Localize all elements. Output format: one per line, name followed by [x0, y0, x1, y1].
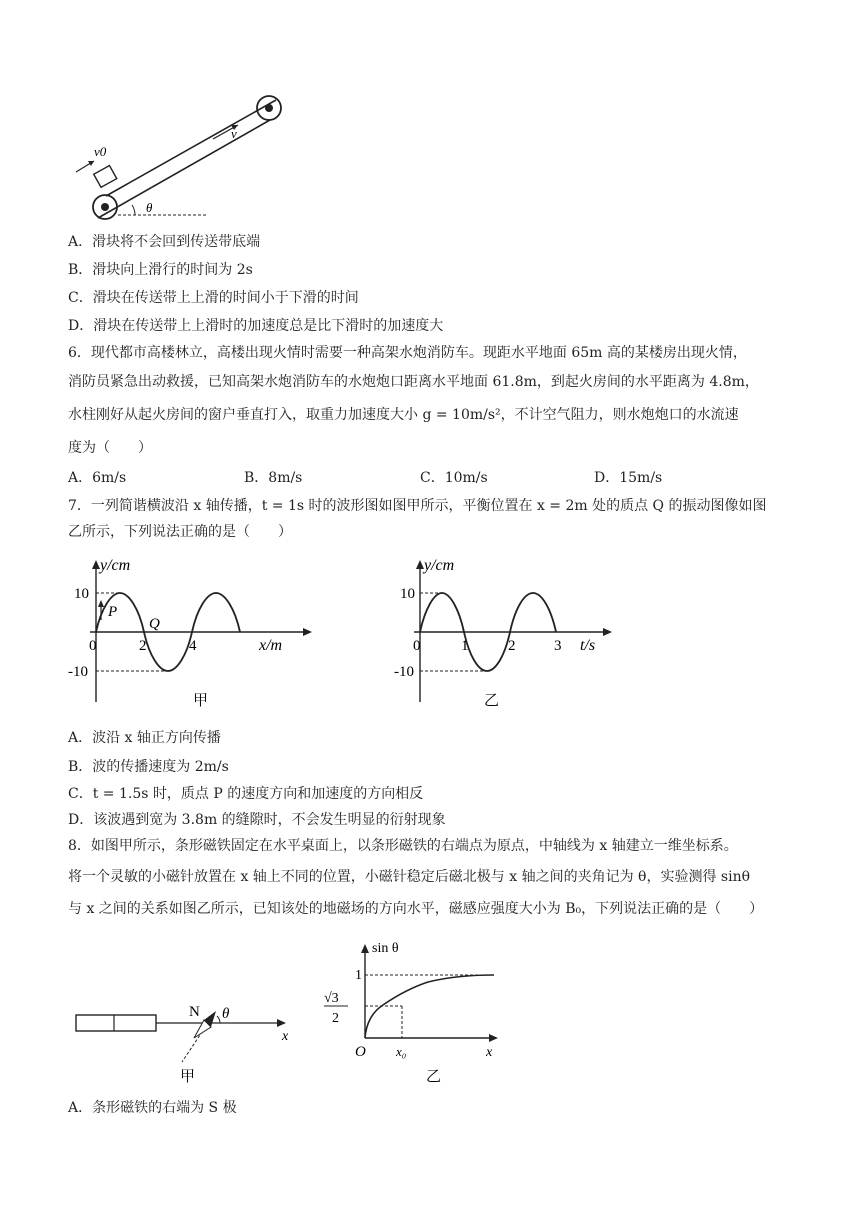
yi-origin-o: O: [355, 1044, 366, 1060]
q5-option-d: D．滑块在传送带上上滑时的加速度总是比下滑时的加速度大: [68, 318, 444, 334]
q6-option-b: B．8m/s: [244, 470, 303, 486]
sin-theta-graph-yi: [310, 938, 510, 1088]
compass-north-label: N: [189, 1004, 200, 1020]
q8-stem-line-2: 将一个灵敏的小磁针放置在 x 轴上不同的位置，小磁针稳定后磁北极与 x 轴之间的夹角记为 θ，实验测得 sinθ: [68, 869, 751, 885]
jia-caption: 甲: [193, 693, 209, 709]
v-label: v: [231, 126, 237, 141]
sin-yi-caption: 乙: [426, 1069, 442, 1085]
point-p-label: P: [108, 604, 118, 620]
q6-stem-line-3: 水柱刚好从起火房间的窗户垂直打入，取重力加速度大小 g = 10m/s²，不计空气阻力，则水炮炮口的水流速: [68, 407, 739, 423]
q6-option-c: C．10m/s: [420, 470, 488, 486]
v0-label: v0: [94, 144, 107, 159]
jia-origin-label: 0: [89, 638, 97, 654]
yi-y-axis-label: y/cm: [424, 557, 455, 574]
jia-y-tick-neg10: -10: [68, 664, 88, 680]
q7-option-a: A．波沿 x 轴正方向传播: [68, 730, 221, 746]
jia-y-tick-10: 10: [74, 586, 89, 602]
yi-caption: 乙: [484, 693, 500, 709]
yi-x0-tick: x₀: [396, 1044, 407, 1059]
q6-stem-line-2: 消防员紧急出动救援，已知高架水炮消防车的水炮炮口距离水平地面 61.8m，到起火房间的水平距离为 4.8m，: [68, 374, 759, 390]
q5-option-c: C．滑块在传送带上上滑的时间小于下滑的时间: [68, 290, 359, 306]
q5-option-b: B．滑块向上滑行的时间为 2s: [68, 262, 253, 278]
q7-option-d: D．该波遇到宽为 3.8m 的缝隙时，不会发生明显的衍射现象: [68, 812, 446, 828]
jia-x-label: x: [282, 1029, 289, 1044]
q6-option-a: A．6m/s: [68, 470, 127, 486]
theta-label: θ: [146, 200, 153, 215]
q7-option-c: C．t = 1.5s 时，质点 P 的速度方向和加速度的方向相反: [68, 786, 424, 802]
jia-y-axis-label: y/cm: [100, 557, 131, 574]
yi-y-tick-10: 10: [400, 586, 415, 602]
q7-stem-line-2: 乙所示，下列说法正确的是（ ）: [68, 524, 292, 540]
yi-denominator-2: 2: [332, 1011, 339, 1026]
yi-x-axis-label: t/s: [580, 637, 596, 654]
point-q-label: Q: [149, 616, 160, 632]
q5-option-a: A．滑块将不会回到传送带底端: [68, 234, 261, 250]
q7-stem-line-1: 7．一列简谐横波沿 x 轴传播，t = 1s 时的波形图如图甲所示，平衡位置在 x = 2m 处的质点 Q 的振动图像如图: [68, 498, 767, 514]
jia-theta-label: θ: [222, 1006, 230, 1022]
yi-t-tick-3: 3: [554, 638, 562, 654]
magnet-figure-jia: [68, 998, 308, 1088]
q8-option-a: A．条形磁铁的右端为 S 极: [68, 1100, 237, 1116]
q8-stem-line-1: 8．如图甲所示，条形磁铁固定在水平桌面上，以条形磁铁的右端点为原点，中轴线为 x 轴建立一维坐标系。: [68, 838, 738, 854]
magnet-jia-caption: 甲: [180, 1069, 196, 1085]
yi-x-label: x: [486, 1045, 493, 1060]
jia-x-axis-label: x/m: [259, 637, 283, 654]
vibration-graph-yi: [378, 552, 618, 717]
yi-sin-axis-label: sin θ: [372, 941, 399, 956]
jia-x-tick-2: 2: [139, 638, 147, 654]
wave-graph-jia: [68, 552, 318, 717]
jia-x-tick-4: 4: [189, 638, 197, 654]
conveyor-belt-figure: [68, 90, 293, 225]
q6-stem-line-1: 6．现代都市高楼林立，高楼出现火情时需要一种高架水炮消防车。现距水平地面 65m 高的某楼房出现火情，: [68, 345, 747, 361]
q8-stem-line-3: 与 x 之间的关系如图乙所示，已知该处的地磁场的方向水平，磁感应强度大小为 B₀，下列说法正确的是（ ）: [68, 901, 764, 917]
q6-stem-line-4: 度为（ ）: [68, 440, 152, 456]
yi-y-tick-neg10: -10: [394, 664, 414, 680]
yi-t-tick-1: 1: [461, 638, 469, 654]
q6-options: [68, 468, 848, 488]
yi-one-tick: 1: [355, 968, 362, 983]
q6-option-d: D．15m/s: [594, 470, 663, 486]
q7-option-b: B．波的传播速度为 2m/s: [68, 759, 229, 775]
yi-t-tick-2: 2: [508, 638, 516, 654]
yi-origin-label: 0: [413, 638, 421, 654]
yi-sqrt3-label: √3: [324, 991, 339, 1006]
